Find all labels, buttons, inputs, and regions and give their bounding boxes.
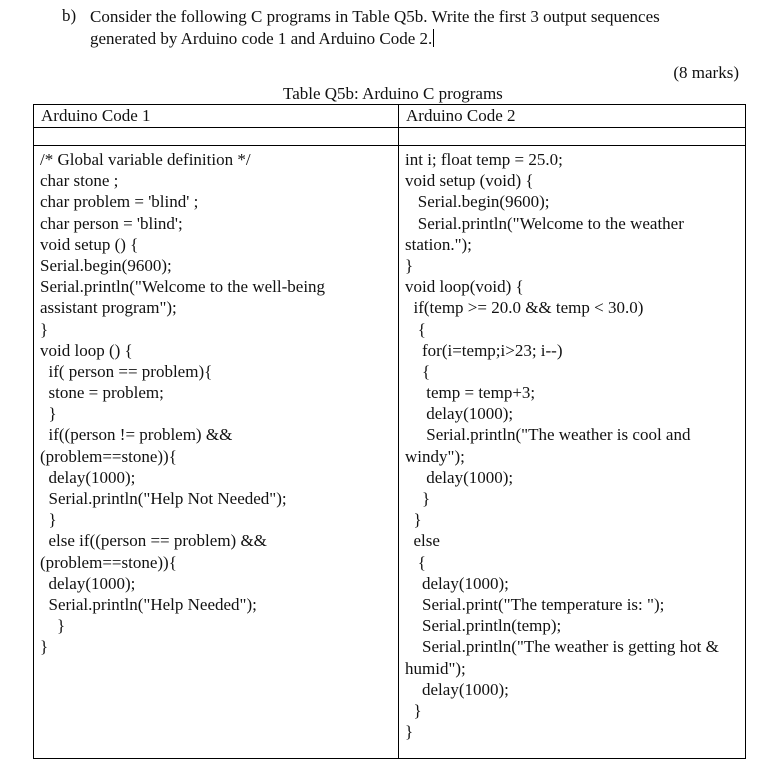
code-line: Serial.println(temp); <box>405 616 562 636</box>
question-label: b) <box>62 6 77 25</box>
code-line: void loop () { <box>40 340 133 360</box>
blank-cell-1 <box>34 128 399 146</box>
code-line: /* Global variable definition */ <box>40 150 251 169</box>
code-line: else if((person == problem) && <box>40 531 267 551</box>
table-caption: Table Q5b: Arduino C programs <box>283 84 503 103</box>
code-line: } <box>405 510 422 530</box>
blank-cell-2 <box>399 128 746 146</box>
code-line: } <box>40 616 66 636</box>
code-line: if( person == problem){ <box>40 361 213 381</box>
code-2-lines <box>399 146 745 742</box>
code-line: } <box>405 722 414 742</box>
code-line: } <box>405 255 414 275</box>
code-line: char problem = 'blind' ; <box>40 192 199 212</box>
code-line: Serial.println("Welcome to the well-being <box>40 277 326 297</box>
code-cell-1 <box>34 146 399 759</box>
code-line: { <box>405 552 426 572</box>
code-table <box>33 104 746 759</box>
table-header-row <box>34 105 746 128</box>
code-line: windy"); <box>405 446 465 466</box>
code-line: Serial.println("The weather is getting hot & <box>405 637 719 657</box>
code-line: delay(1000); <box>405 467 514 487</box>
code-line: delay(1000); <box>405 679 509 699</box>
code-line: delay(1000); <box>40 467 136 487</box>
code-line: Serial.println("Help Needed"); <box>40 594 257 614</box>
table-blank-row <box>34 128 746 146</box>
code-line: Serial.println("Help Not Needed"); <box>40 489 287 508</box>
code-line: char person = 'blind'; <box>40 213 183 233</box>
code-1-lines <box>34 146 398 658</box>
code-line: } <box>405 700 422 720</box>
code-line: char stone ; <box>40 171 119 191</box>
code-line: temp = temp+3; <box>405 383 536 403</box>
code-line: humid"); <box>405 658 466 678</box>
header-code-2: Arduino Code 2 <box>399 105 746 128</box>
code-line: if((person != problem) && <box>40 425 233 445</box>
code-line: void loop(void) { <box>405 277 524 297</box>
text-cursor <box>433 29 434 47</box>
code-line: stone = problem; <box>40 383 164 403</box>
code-line: (problem==stone)){ <box>40 552 177 572</box>
code-line: { <box>405 319 426 339</box>
code-line: Serial.println("Welcome to the weather <box>405 213 684 233</box>
code-line: else <box>405 531 440 551</box>
question-text <box>90 6 730 50</box>
code-line: } <box>40 404 57 424</box>
code-line: Serial.begin(9600); <box>40 255 172 275</box>
code-line: (problem==stone)){ <box>40 446 177 466</box>
code-line: delay(1000); <box>40 573 136 593</box>
code-line: Serial.print("The temperature is: "); <box>405 594 665 614</box>
table-code-row <box>34 146 746 759</box>
code-line: void setup () { <box>40 234 139 254</box>
code-line: } <box>40 637 49 657</box>
code-line: } <box>405 489 431 508</box>
code-line: delay(1000); <box>405 404 514 424</box>
code-line: Serial.begin(9600); <box>405 192 550 212</box>
code-line: { <box>405 361 431 381</box>
marks-label: (8 marks) <box>673 63 739 82</box>
code-line: Serial.println("The weather is cool and <box>405 425 691 445</box>
code-line: if(temp >= 20.0 && temp < 30.0) <box>405 298 644 318</box>
code-line: station."); <box>405 234 472 254</box>
code-line: void setup (void) { <box>405 171 534 191</box>
code-line: for(i=temp;i>23; i--) <box>405 340 563 360</box>
header-code-1: Arduino Code 1 <box>34 105 399 128</box>
code-line: delay(1000); <box>405 573 509 593</box>
question-text-content: Consider the following C programs in Table Q5b. Write the first 3 output sequences generated by Arduino code 1 and Arduino Code 2. <box>90 7 660 48</box>
code-line: int i; float temp = 25.0; <box>405 150 563 169</box>
code-line: } <box>40 319 49 339</box>
code-line: assistant program"); <box>40 298 177 318</box>
code-cell-2 <box>399 146 746 759</box>
code-line: } <box>40 510 57 530</box>
